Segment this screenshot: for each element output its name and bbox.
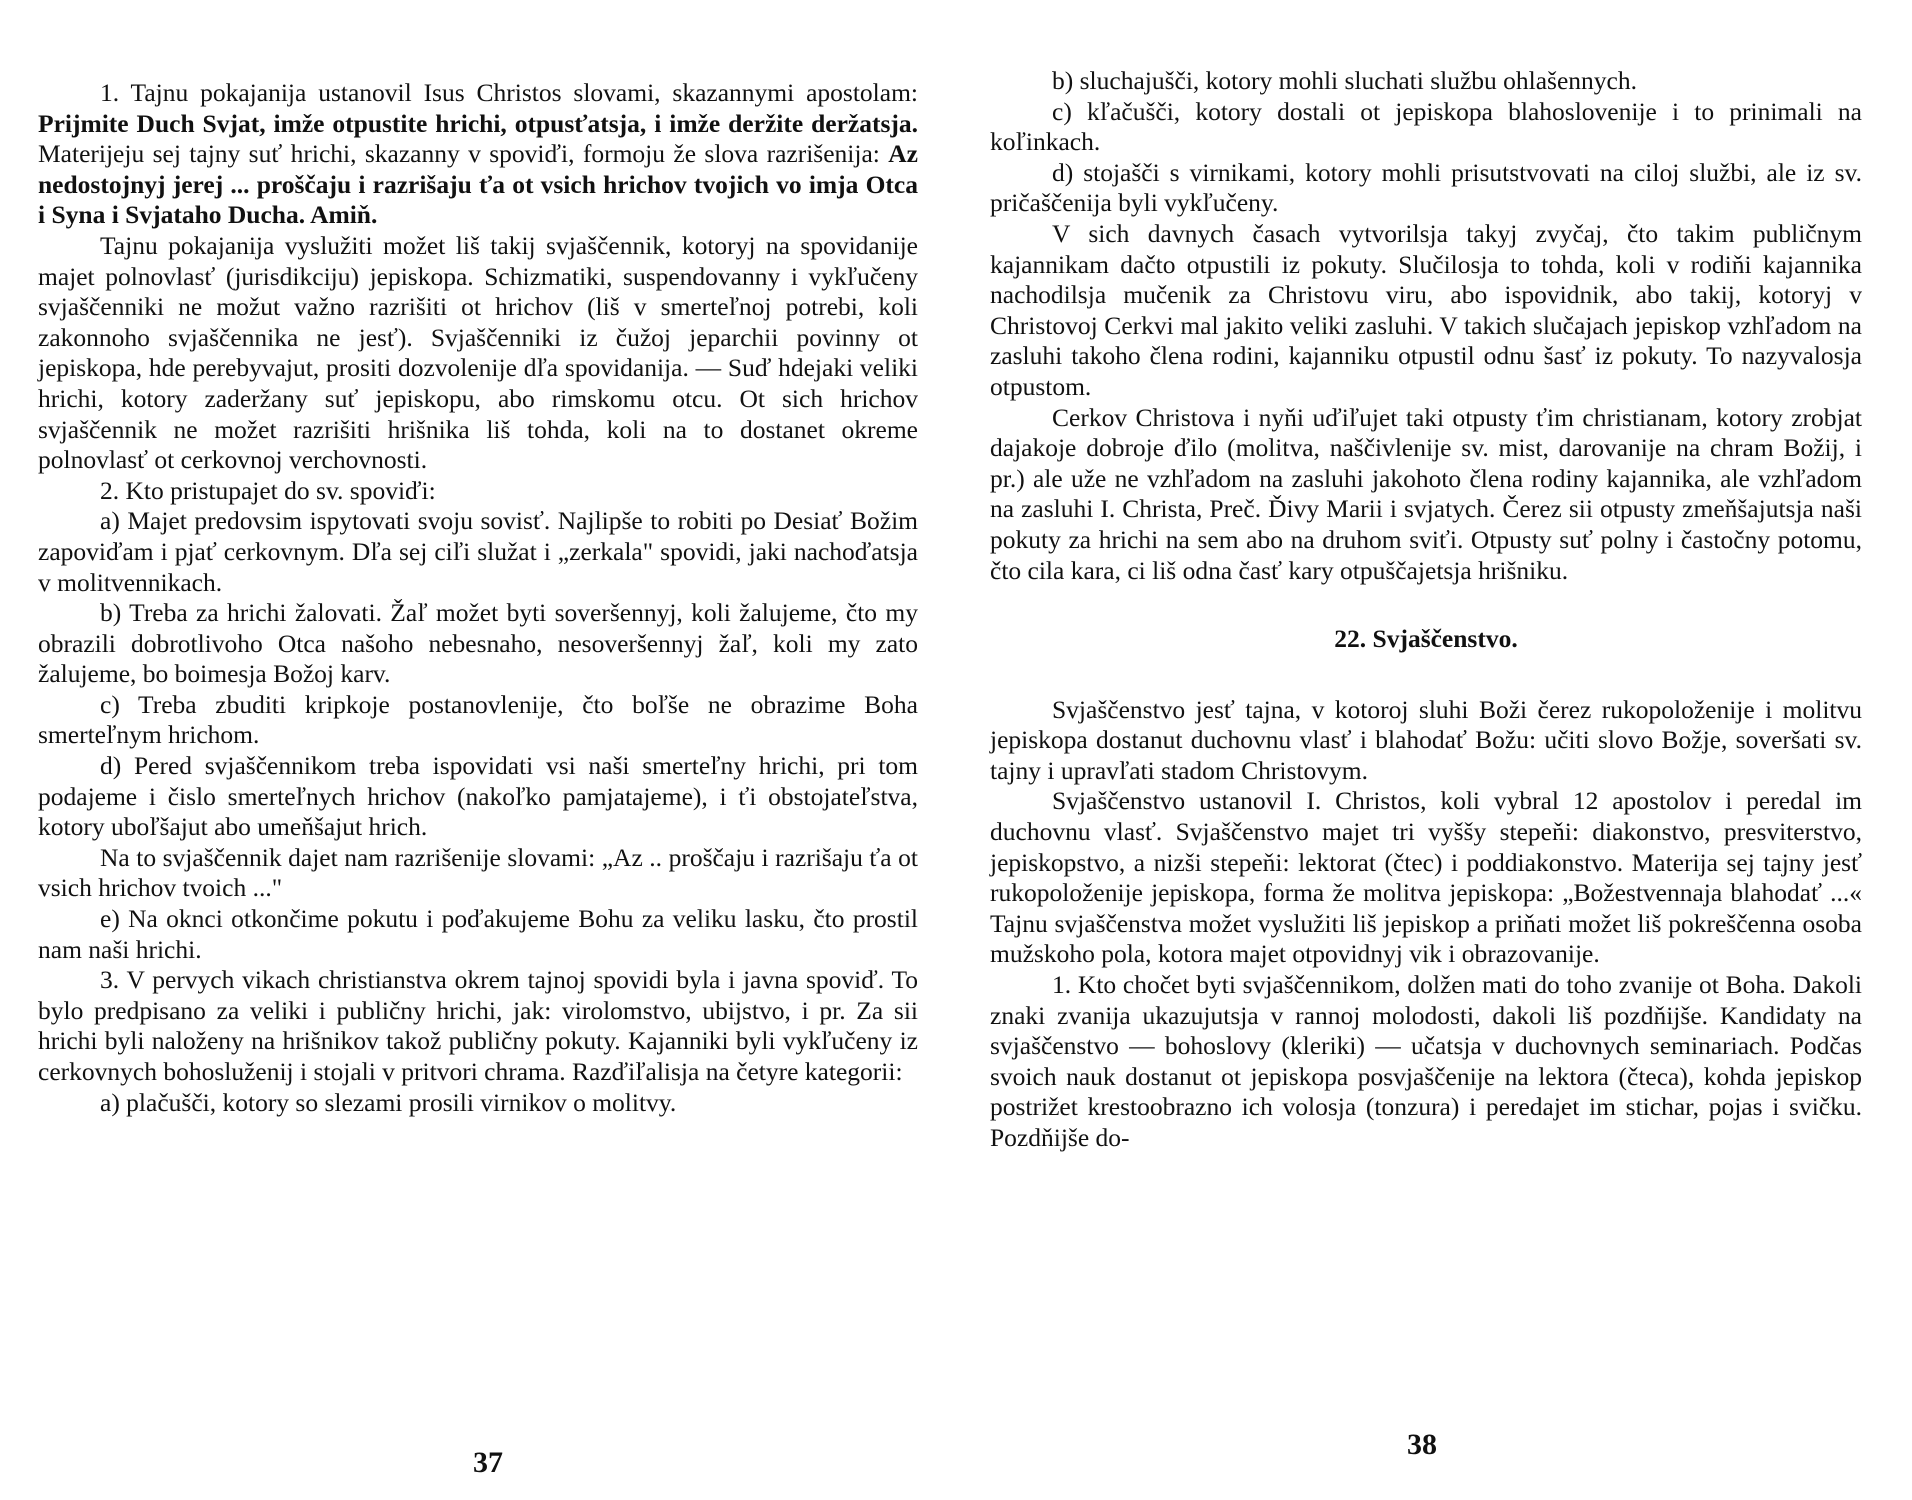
- paragraph: Tajnu pokajanija vyslužiti možet liš takij svjaščennik, kotoryj na spovidanije majet polnovlasť (jurisdikciju) jepiskopa. Schizmatiki, suspendovanny i vykľučeny svjaščenniki ne možut važno razrišiti ot hrichov (liš v smerteľnoj potrebi, koli zakonnoho svjaščennika ne jesť). Svjaščenniki iz čužoj jeparchii povinny ot jepiskopa, hde perebyvajut, prositi dozvolenije dľa spovidanija. — Suď hdejaki veliki hrichi, kotory zaderžany suť jepiskopu, abo rimskomu otcu. Ot sich hrichov svjaščennik ne možet razrišiti hrišnika liš tohda, koli na to dostanet okreme polnovlasť ot cerkovnoj verchovnosti.: [38, 230, 918, 475]
- paragraph: [38, 78, 918, 231]
- paragraph: c) kľačušči, kotory dostali ot jepiskopa blahoslovenije i to prinimali na koľinkach.: [990, 96, 1862, 157]
- paragraph-intro: 1. Tajnu pokajanija ustanovil Isus Christos slovami, skazannymi apostolam:: [100, 78, 918, 107]
- paragraph: a) Majet predovsim ispytovati svoju sovisť. Najlipše to robiti po Desiať Božim zapoviďam i pjať cerkovnym. Dľa sej ciľi služat i „zerkala" spovidi, jaki nachoďatsja v molitvennikach.: [38, 506, 918, 597]
- right-page-text: [990, 66, 1862, 1154]
- paragraph: 3. V pervych vikach christianstva okrem tajnoj spovidi byla i javna spoviď. To bylo predpisano za veliki i publičny hrichi, jak: virolomstvo, ubijstvo, i pr. Za sii hrichi byli naloženy na hrišnikov takož publičny pokuty. Kajanniki byli vykľučeny iz cerkovnych bohosluženij i stojali v pritvori chrama. Razďiľalisja na četyre kategorii:: [38, 965, 918, 1086]
- section-heading: 22. Svjaščenstvo.: [1334, 624, 1518, 654]
- paragraph: 1. Kto chočet byti svjaščennikom, dolžen mati do toho zvanije ot Boha. Dakoli znaki zvanija ukazujutsja v rannoj molodosti, dakoli liš pozdňijše. Kandidaty na svjaščenstvo — bohoslovy (kleriki) — učatsja v duchovnych seminariach. Podčas svoich nauk dostanut ot jepiskopa posvjaščenije na lektora (čteca), kohda jepiskop postrižet krestoobrazno ich volosja (tonzura) i peredajet im stichar, pojas i svičku. Pozdňijše do-: [990, 970, 1862, 1152]
- paragraph: Svjaščenstvo ustanovil I. Christos, koli vybral 12 apostolov i peredal im duchovnu vlasť. Svjaščenstvo majet tri vyššy stepeňi: diakonstvo, presviterstvo, jepiskopstvo, a nizši stepeňi: lektorat (čtec) i poddiakonstvo. Materija sej tajny jesť rukopoloženije jepiskopa, forma že molitva jepiskopa: „Božestvennaja blahodať ...« Tajnu svjaščenstva možet vyslužiti liš jepiskop a priňati možet liš pokreščenna osoba mužskoho pola, kotora majet otpovidnyj vik i obrazovanije.: [990, 786, 1862, 969]
- page-number: 38: [1407, 1428, 1437, 1461]
- paragraph: Cerkov Christova i nyňi uďiľujet taki otpusty ťim christianam, kotory zrobjat dajakoje dobroje ďilo (molitva, naščivlenije sv. mist, darovanije na chram Božij, i pr.) ale uže ne vzhľadom na zasluhi jakohoto člena rodiny kajannika, ale vzhľadom na zasluhi I. Christa, Preč. Ďivy Marii i svjatych. Čerez sii otpusty zmeňšajutsja naši pokuty za hrichi na sem abo na druhom sviťi. Otpusty suť polny i častočny potomu, čto cila kara, ci liš odna časť kary otpuščajetsja hrišniku.: [990, 402, 1862, 585]
- paragraph: c) Treba zbuditi kripkoje postanovlenije, čto boľše ne obrazime Boha smerteľnym hrichom.: [38, 689, 918, 750]
- paragraph: e) Na okncі otkončime pokutu i poďakujeme Bohu za veliku lasku, čto prostil nam naši hrichi.: [38, 904, 918, 964]
- paragraph-mid: Materijeju sej tajny suť hrichi, skazanny v spoviďi, formoju že slova razrišenija:: [38, 139, 880, 169]
- paragraph: d) stojašči s virnikami, kotory mohli prisutstvovati na ciloj službi, ale iz sv. pričaščenija byli vykľučeny.: [990, 157, 1862, 218]
- bold-absolution-formula: Az nedostojnyj jerej ... proščaju i razrišaju ťa ot vsich hrichov tvojich vo imja Otca i Syna i Svjataho Ducha. Amiň.: [38, 139, 918, 230]
- paragraph: Na to svjaščennik dajet nam razrišenije slovami: „Az .. proščaju i razrišaju ťa ot vsich hrichov tvoich ...": [38, 842, 918, 903]
- bold-formula: Prijmite Duch Svjat, imže otpustite hrichi, otpusťatsja, i imže deržite deržatsja.: [38, 108, 918, 138]
- paragraph: b) sluchajušči, kotory mohli sluchati službu ohlašennych.: [1052, 66, 1637, 95]
- page-number: 37: [473, 1446, 503, 1479]
- paragraph: a) plačušči, kotory so slezami prosili virnikov o molitvy.: [100, 1087, 677, 1117]
- paragraph: Svjaščenstvo jesť tajna, v kotoroj sluhi Boži čerez rukopoloženije i molitvu jepiskopa dostanut duchovnu vlasť i blahodať Božu: učiti slovo Božje, soveršati sv. tajny i upravľati stadom Christovym.: [990, 694, 1862, 785]
- paragraph: 2. Kto pristupajet do sv. spoviďi:: [100, 475, 436, 505]
- left-page-text: [38, 78, 918, 1118]
- paragraph: d) Pered svjaščennikom treba ispovidati vsi naši smerteľny hrichi, pri tom podajeme i čislo smerteľnych hrichov (nakoľko pamjatajeme), i ťi obstojateľstva, kotory uboľšajut abo umeňšajut hrich.: [38, 751, 918, 842]
- paragraph: b) Treba za hrichi žalovati. Žaľ možet byti soveršennyj, koli žalujeme, čto my obrazili dobrotlivoho Otca našoho nebesnaho, nesoveršennyj žaľ, koli my zato žalujeme, bo boimesja Božoj karv.: [38, 598, 918, 689]
- paragraph: V sich davnych časach vytvorilsja takyj zvyčaj, čto takim publičnym kajannikam dačto otpustili iz pokuty. Slučilosja to tohda, koli v rodiňi kajannika nachodilsja mučenik za Christovu viru, abo ispovidnik, abo takij, kotoryj v Christovoj Cerkvi mal jakito veliki zasluhi. V takich slučajach jepiskop vzhľadom na zasluhi takoho člena rodini, kajanniku otpustil odnu šasť iz pokuty. To nazyvalosja otpustom.: [990, 218, 1862, 401]
